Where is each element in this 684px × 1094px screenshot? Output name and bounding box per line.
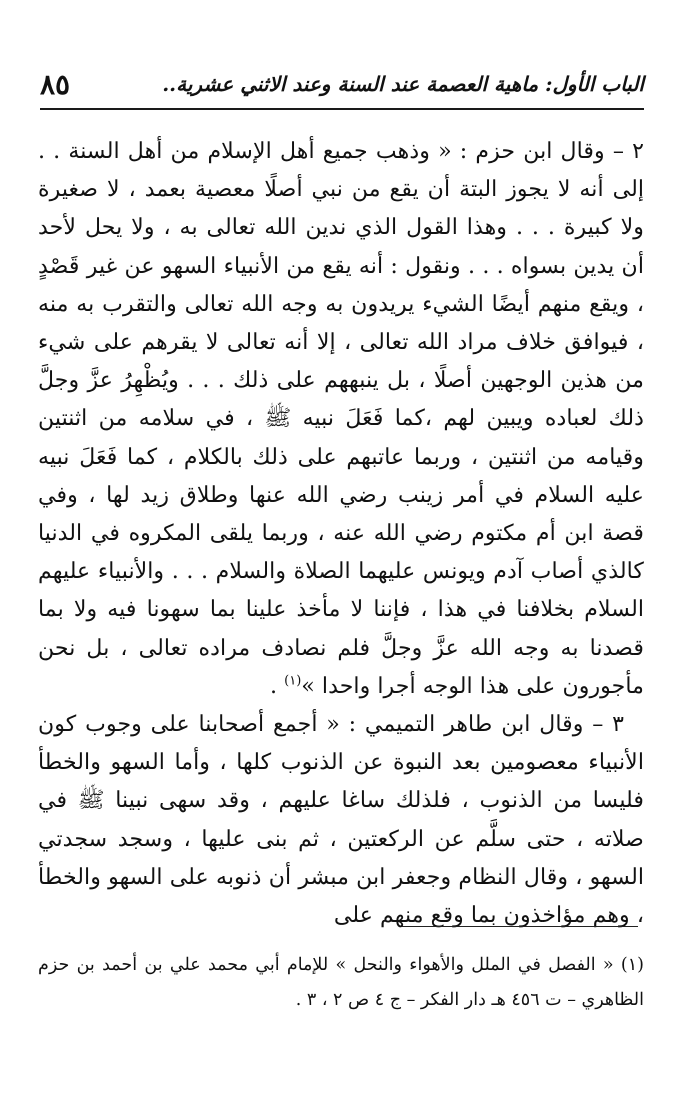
chapter-title: الباب الأول: ماهية العصمة عند السنة وعند الاثني عشرية.. xyxy=(162,72,644,96)
paragraph-end: . xyxy=(270,672,285,699)
footnote-reference: (١) xyxy=(284,673,302,689)
page-number: ٨٥ xyxy=(40,68,71,101)
footnote-divider xyxy=(402,926,638,927)
paragraph-ibn-hazm xyxy=(38,132,644,705)
footnote: (١) « الفصل في الملل والأهواء والنحل » للإمام أبي محمد علي بن أحمد بن حزم الظاهري – ت ٤٥٦ هـ دار الفكر – ج ٤ ص ٢ ، ٣ . xyxy=(38,955,644,1010)
paragraph-ibn-tahir xyxy=(38,705,644,934)
paragraph-text: ٢ – وقال ابن حزم : « وذهب جميع أهل الإسلام من أهل السنة . . إلى أنه لا يجوز البتة أن يقع من نبي أصلًا معصية بعمد ، لا صغيرة ولا كبيرة . . . وهذا القول الذي ندين الله تعالى به ، ولا يحل لأحد أن يدين بسواه . . . ونقول : أنه يقع من الأنبياء السهو عن غير قَصْدٍ ، ويقع منهم أيضًا الشيء يريدون به وجه الله تعالى والتقرب به منه ، فيوافق خلاف مراد الله تعالى ، إلا أنه تعالى لا يقرهم على شيء من هذين الوجهين أصلًا ، بل ينبههم على ذلك . . . ويُظْهِرُ عزَّ وجلَّ ذلك لعباده ويبين لهم ،كما فَعَلَ نبيه ﷺ ، في سلامه من اثنتين وقيامه من اثنتين ، وربما عاتبهم على ذلك بالكلام ، كما فَعَلَ نبيه عليه السلام في أمر زينب رضي الله عنها وطلاق زيد لها ، وفي قصة ابن أم مكتوم رضي الله عنه ، وربما يلقى المكروه في الدنيا كالذي أصاب آدم ويونس عليهما الصلاة والسلام . . . والأنبياء عليهم السلام بخلافنا في هذا ، فإننا لا مأخذ علينا بما سهونا فيه ولا بما قصدنا به وجه الله عزَّ وجلَّ فلم نصادف مراده تعالى ، بل نحن مأجورون على هذا الوجه أجرا واحدا » xyxy=(38,138,644,699)
running-header xyxy=(40,68,644,110)
main-text xyxy=(38,132,644,934)
paragraph-text: ٣ – وقال ابن طاهر التميمي : « أجمع أصحابنا على وجوب كون الأنبياء معصومين بعد النبوة عن الذنوب كلها ، وأما السهو والخطأ فليسا من الذنوب ، فلذلك ساغا عليهم ، وقد سهى نبينا ﷺ في صلاته ، حتى سلَّم عن الركعتين ، ثم بنى عليها ، وسجد سجدتي السهو ، وقال النظام وجعفر ابن مبشر أن ذنوبه على السهو والخطأ ، وهم مؤاخذون بما وقع منهم على xyxy=(38,711,644,929)
